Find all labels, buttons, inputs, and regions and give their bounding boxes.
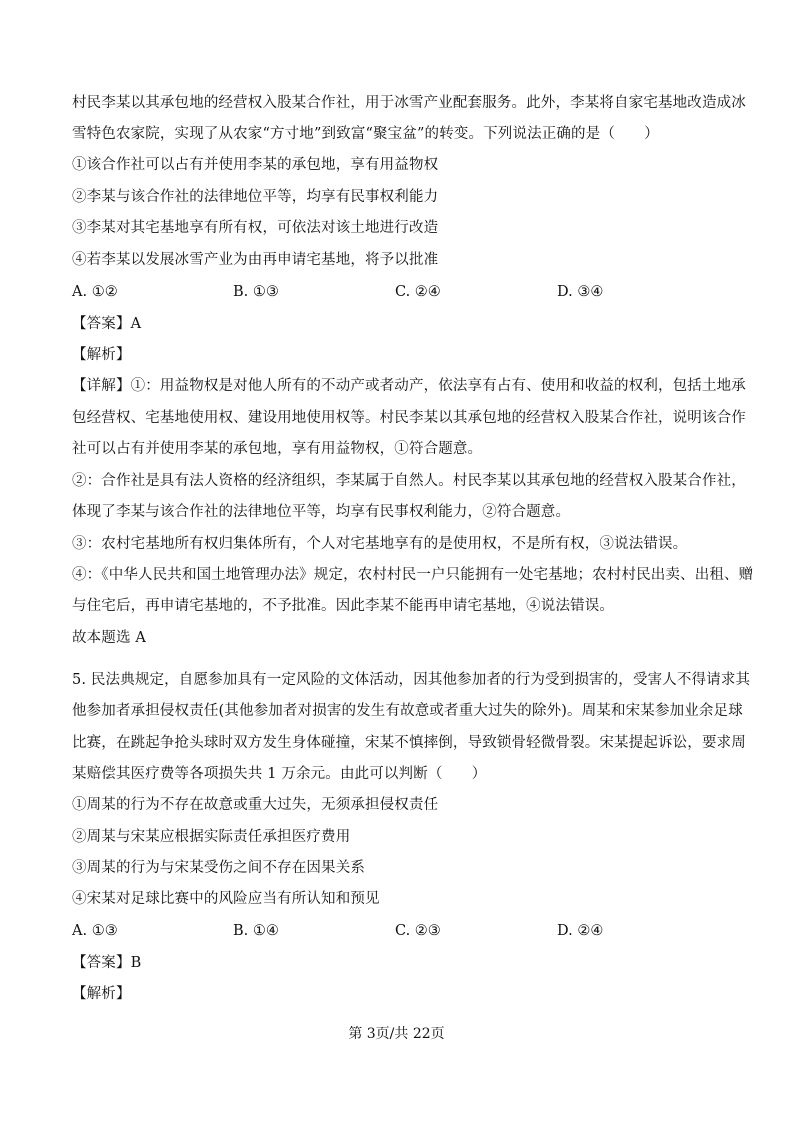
question-4-statement-3: ③李某对其宅基地享有所有权，可依法对该土地进行改造 (72, 220, 439, 236)
question-4-option-b: B. ①③ (233, 284, 279, 300)
question-5-statement-2: ②周某与宋某应根据实际责任承担医疗费用 (72, 829, 351, 845)
question-5-statement-3: ③周某的行为与宋某受伤之间不存在因果关系 (72, 860, 365, 876)
question-4-option-d: D. ③④ (557, 284, 604, 300)
question-4-detail-line-1: 【详解】①：用益物权是对他人所有的不动产或者动产，依法享有占有、使用和收益的权利，包括土地承 (72, 378, 746, 394)
question-4-statement-1: ①该合作社可以占有并使用李某的承包地，享有用益物权 (72, 157, 439, 173)
question-4-detail-line-5: 体现了李某与该合作社的法律地位平等，均享有民事权利能力，②符合题意。 (72, 504, 571, 520)
question-4-statement-2: ②李某与该合作社的法律地位平等，均享有民事权利能力 (72, 189, 439, 205)
question-5-option-a: A. ①③ (72, 923, 118, 939)
question-4-detail-line-7: ④：《中华人民共和国土地管理办法》规定，农村村民一户只能拥有一处宅基地；农村村民出卖、出租、赠 (72, 567, 754, 583)
question-4-detail-line-3: 社可以占有并使用李某的承包地，享有用益物权，①符合题意。 (72, 441, 483, 457)
question-4-conclusion: 故本题选 A (72, 630, 146, 646)
question-5-option-b: B. ①④ (233, 923, 279, 939)
question-5-statement-4: ④宋某对足球比赛中的风险应当有所认知和预见 (72, 891, 380, 907)
question-5-stem-line-1: 5. 民法典规定，自愿参加具有一定风险的文体活动，因其他参加者的行为受到损害的，受害人不得请求其 (72, 672, 751, 688)
question-4-options (72, 282, 722, 302)
question-5-statement-1: ①周某的行为不存在故意或重大过失，无须承担侵权责任 (72, 797, 439, 813)
question-5-stem-line-3: 比赛，在跳起争抢头球时双方发生身体碰撞，宋某不慎摔倒，导致锁骨轻微骨裂。宋某提起诉讼，要求周 (72, 735, 746, 751)
question-4-detail-line-4: ②：合作社是具有法人资格的经济组织，李某属于自然人。村民李某以其承包地的经营权入股某合作社， (72, 473, 746, 489)
question-4-detail-line-8: 与住宅后，再申请宅基地的，不予批准。因此李某不能再申请宅基地，④说法错误。 (72, 598, 615, 614)
question-5-options (72, 921, 722, 941)
page-footer: 第 3页/共 22页 (348, 1026, 445, 1042)
question-4-option-a: A. ①② (72, 284, 118, 300)
question-4-detail-line-6: ③：农村宅基地所有权归集体所有，个人对宅基地享有的是使用权，不是所有权，③说法错误。 (72, 536, 688, 552)
question-5-option-c: C. ②③ (395, 923, 441, 939)
question-4-analysis-label: 【解析】 (72, 347, 131, 363)
question-4-option-c: C. ②④ (395, 284, 441, 300)
question-5-stem-line-4: 某赔偿其医疗费等各项损失共 1 万余元。由此可以判断（ ） (72, 766, 487, 782)
question-5-stem-line-2: 他参加者承担侵权责任(其他参加者对损害的发生有故意或者重大过失的除外)。周某和宋某参加业余足球 (72, 703, 743, 719)
question-4-detail-line-2: 包经营权、宅基地使用权、建设用地使用权等。村民李某以其承包地的经营权入股某合作社，说明该合作 (72, 410, 746, 426)
page-content (72, 0, 754, 1123)
question-4-stem-line-2: 雪特色农家院，实现了从农家“方寸地”到致富“聚宝盆”的转变。下列说法正确的是（ ） (72, 126, 659, 142)
question-5-answer: 【答案】B (72, 955, 142, 971)
question-5-analysis-label: 【解析】 (72, 986, 131, 1002)
question-4-answer: 【答案】A (72, 316, 142, 332)
question-4-statement-4: ④若李某以发展冰雪产业为由再申请宅基地，将予以批准 (72, 252, 439, 268)
question-4-stem-line-1: 村民李某以其承包地的经营权入股某合作社，用于冰雪产业配套服务。此外，李某将自家宅基地改造成冰 (72, 95, 746, 111)
question-5-option-d: D. ②④ (557, 923, 604, 939)
